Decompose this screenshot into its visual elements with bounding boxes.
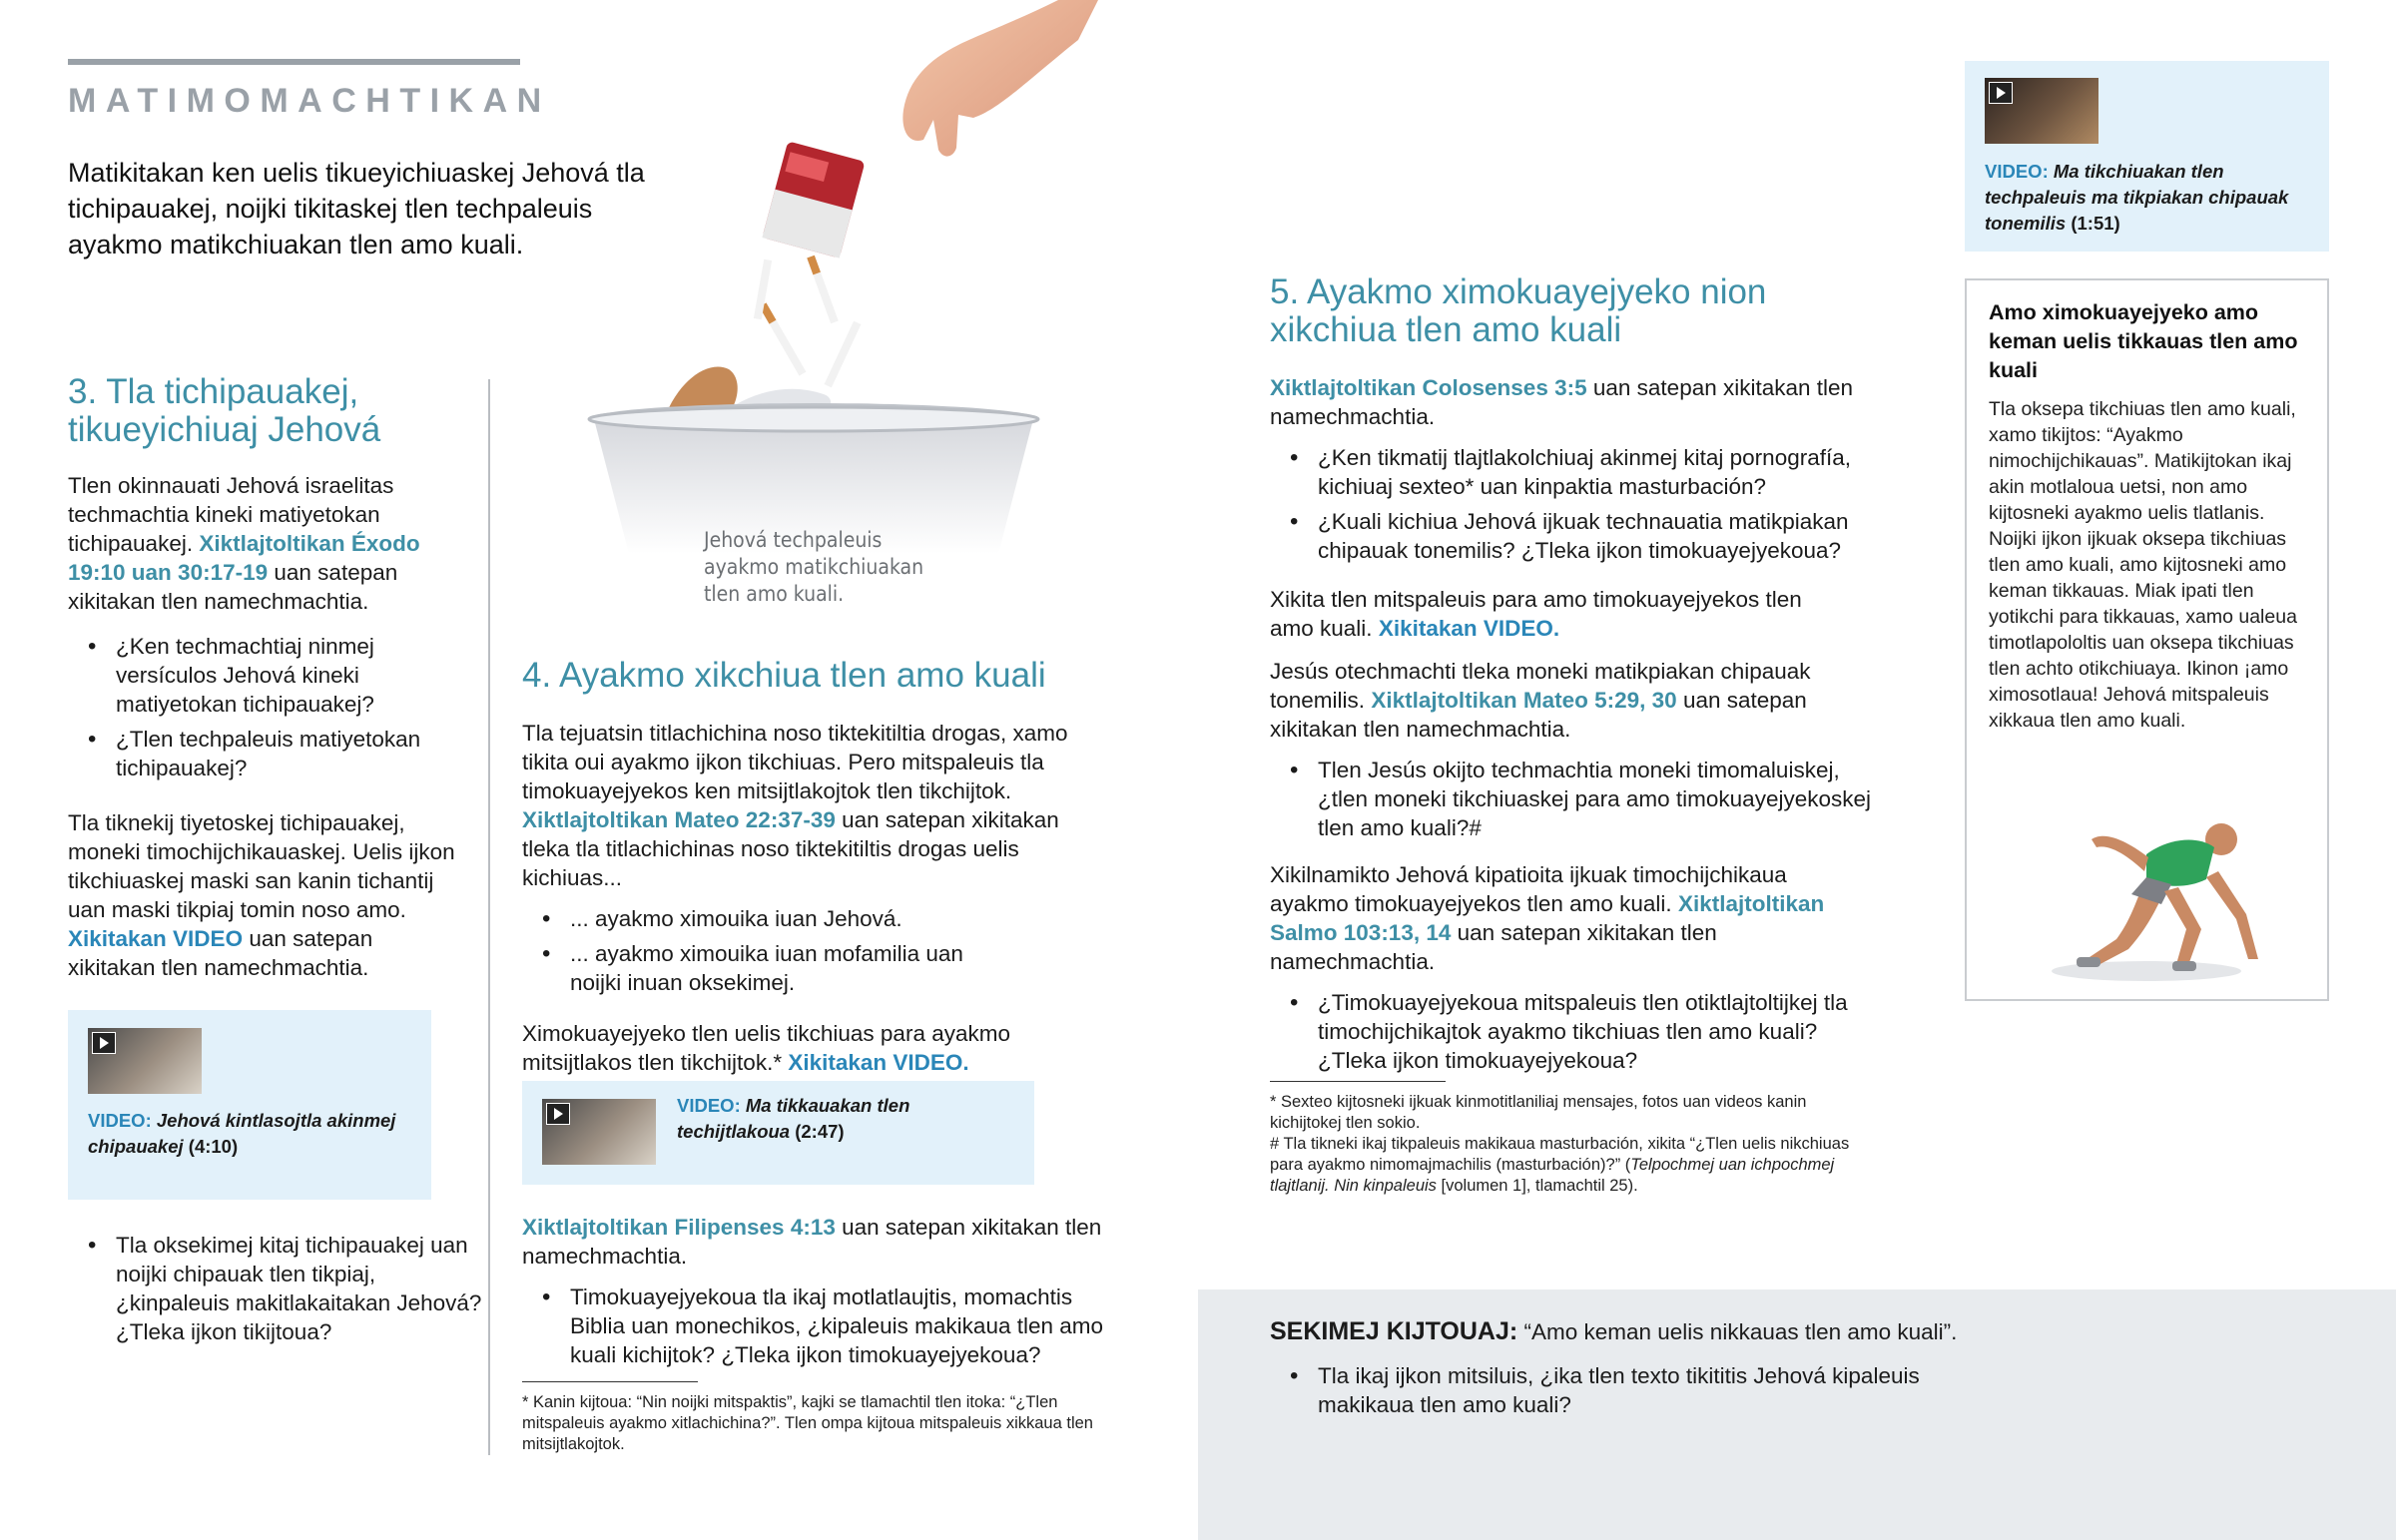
footnote-1: * Sexteo kijtosneki ijkuak kinmotitlaniliaj mensajes, fotos uan videos kanin kichijtokej tlen sokio. [1270, 1093, 1807, 1132]
section-4-paragraph-1: Tla tejuatsin titlachichina noso tiktekitiltia drogas, xamo tikita oui ayakmo ijkon tikchiuas. Pero mitspaleuis tla timokuayejyekos ken mitsijtlakojtok tlen tikchijtok. Xiktlajtoltikan Mateo 22:37-39 uan satepan xikitakan tleka tla titlachichinas noso tiktekitiltis drogas uelis kichiuas... [522, 721, 1068, 890]
list-item: • Timokuayejyekoua tla ikaj motlatlaujtis, momachtis Biblia uan monechikos, ¿kipaleuis makikaua tlen amo kuali kichijtok? ¿Tleka ijkon timokuayejyekoua? [570, 1283, 1111, 1369]
header-rule [68, 59, 520, 65]
list-item: • ¿Timokuayejyekoua mitspaleuis tlen otiktlajtoltijkej tla timochijchikajtok ayakmo tikchiuas tlen amo kuali? ¿Tleka ijkon timokuayejyekoua? [1318, 988, 1889, 1075]
column-divider [488, 379, 490, 1455]
video-link[interactable]: Xikitakan VIDEO [68, 926, 244, 951]
summary-quote: “Amo keman uelis nikkauas tlen amo kuali”. [1523, 1319, 1958, 1344]
section-4-title: 4. Ayakmo xikchiua tlen amo kuali [522, 656, 1046, 695]
scripture-link[interactable]: Xiktlajtoltikan Éxodo 19:10 uan 30:17-19 [68, 531, 420, 585]
video-caption: VIDEO: Ma tikchiuakan tlen techpaleuis ma tikpiakan chipauak tonemilis (1:51) [1985, 161, 2289, 234]
list-item: • ... ayakmo ximouika iuan Jehová. [570, 904, 1111, 933]
section-3-questions [68, 632, 462, 782]
section-4-questions-2 [522, 1283, 1111, 1369]
scripture-link[interactable]: Xiktlajtoltikan Mateo 22:37-39 [522, 807, 836, 832]
list-item: • ¿Ken tikmatij tlajtlakolchiuaj akinmej kitaj pornografía, kichiuaj sexteo* uan kinpaktia masturbación? [1318, 443, 1889, 501]
section-4-continued [522, 1213, 1111, 1455]
intro-text: Matikitakan ken uelis tikueyichiuaskej Jehová tla tichipauakej, noijki tikitaskej tlen techpaleuis ayakmo matikchiuakan tlen amo kuali. [68, 158, 645, 259]
section-4-paragraph-3: Xiktlajtoltikan Filipenses 4:13 uan satepan xikitakan tlen namechmachtia. [522, 1215, 1102, 1269]
video-caption: VIDEO: Ma tikkauakan tlen techijtlakoua (2:47) [677, 1095, 910, 1142]
sidebar-box-text: Tla oksepa tikchiuas tlen amo kuali, xamo tikijtos: “Ayakmo nimochijchikauas”. Matikijtokan ikaj akin motlaloua uetsi, non amo kijtosneki ayakmo uelis tlatlanis. Noijki ijkon ijkuak oksepa tikchiuas tlen amo kuali, amo kijtosneki amo keman tikkauas. Miak ipati tlen yotikchi para tikkauas, xamo ualeua timotlapololtis uan oksepa tikchiuas tlen achto otikchiuaya. Ikinon ¡amo ximosotlaua! Jehová mitspaleuis xikkaua tlen amo kuali. [1989, 398, 2297, 732]
scripture-link[interactable]: Xiktlajtoltikan Salmo 103:13, 14 [1270, 891, 1825, 945]
section-4-questions [522, 904, 1111, 997]
list-item: • ¿Ken techmachtiaj ninmej versículos Jehová kineki matiyetokan tichipauakej? [116, 632, 462, 719]
play-icon [1989, 82, 2013, 104]
scripture-link[interactable]: Xiktlajtoltikan Colosenses 3:5 [1270, 375, 1587, 400]
illustration [579, 0, 1098, 559]
section-5 [1270, 273, 1889, 1197]
video-link[interactable]: Xikitakan VIDEO. [1378, 616, 1560, 641]
section-5-questions-2 [1270, 756, 1889, 842]
footnote-rule [522, 1381, 698, 1382]
list-item: • ¿Tlen techpaleuis matiyetokan tichipauakej? [116, 725, 462, 782]
section-5-paragraph-2: Xikita tlen mitspaleuis para amo timokuayejyekos tlen amo kuali. Xikitakan VIDEO. [1270, 587, 1802, 641]
section-5-questions-3 [1270, 988, 1889, 1075]
trash-can-hand-icon [579, 0, 1098, 559]
section-5-paragraph-1: Xiktlajtoltikan Colosenses 3:5 uan satepan xikitakan tlen namechmachtia. [1270, 375, 1854, 429]
play-icon [92, 1032, 116, 1054]
section-5-paragraph-3: Jesús otechmachti tleka moneki matikpiakan chipauak tonemilis. Xiktlajtoltikan Mateo 5:29, 30 uan satepan xikitakan tlen namechmachtia. [1270, 659, 1811, 742]
section-3-paragraph-1: Tlen okinnauati Jehová israelitas techmachtia kineki matiyetokan tichipauakej. Xiktlajtoltikan Éxodo 19:10 uan 30:17-19 uan satepan xikitakan tlen namechmachtia. [68, 473, 420, 614]
runner-falling-icon [2037, 799, 2266, 989]
section-3-title: 3. Tla tichipauakej, tikueyichiuaj Jehová [68, 372, 381, 449]
footnote-rule [1270, 1081, 1446, 1082]
video-thumbnail[interactable] [542, 1099, 656, 1165]
sidebar-box-title: Amo ximokuayejyeko amo keman uelis tikkauas tlen amo kuali [1989, 300, 2298, 382]
video-caption: VIDEO: Jehová kintlasojtla akinmej chipauakej (4:10) [88, 1110, 396, 1157]
summary-questions [1270, 1361, 1967, 1425]
list-item: • ... ayakmo ximouika iuan mofamilia uan noijki inuan oksekimej. [570, 939, 989, 997]
play-icon [546, 1103, 570, 1125]
section-3-questions-2 [68, 1231, 485, 1352]
section-4-paragraph-2: Ximokuayejyeko tlen uelis tikchiuas para ayakmo mitsijtlakos tlen tikchijtok.* Xikitakan VIDEO. [522, 1021, 1010, 1075]
video-thumbnail[interactable] [88, 1028, 202, 1094]
section-5-questions [1270, 443, 1889, 565]
footnote-2: # Tla tikneki ikaj tikpaleuis makikaua masturbación, xikita “¿Tlen uelis nikchiuas para ayakmo nimomajmachilis (masturbación)?” (Telpochmej uan ichpochmej tlajtlanij. Nin kinpaleuis [volumen 1], tlamachtil 25). [1270, 1135, 1850, 1195]
video-card-section-3[interactable] [68, 1010, 431, 1200]
video-link[interactable]: Xikitakan VIDEO. [788, 1050, 969, 1075]
video-card-sidebar[interactable] [1965, 61, 2329, 252]
section-5-paragraph-4: Xikilnamikto Jehová kipatioita ijkuak timochijchikaua ayakmo timokuayejyekos tlen amo kuali. Xiktlajtoltikan Salmo 103:13, 14 uan satepan xikitakan tlen namechmachtia. [1270, 862, 1825, 974]
footnote: * Kanin kijtoua: “Nin noijki mitspaktis”, kajki se tlamachtil tlen itoka: “¿Tlen mitspaleuis ayakmo xitlachichina?”. Tlen ompa kijtoua mitspaleuis xikkaua tlen mitsijtlakojtok. [522, 1393, 1093, 1453]
video-thumbnail[interactable] [1985, 78, 2098, 144]
section-4 [522, 657, 1111, 1077]
scripture-link[interactable]: Xiktlajtoltikan Filipenses 4:13 [522, 1215, 836, 1240]
sidebar-box [1965, 278, 2329, 1001]
summary-box [1198, 1289, 2396, 1540]
section-3 [68, 373, 462, 982]
summary-label: SEKIMEJ KIJTOUAJ: [1270, 1317, 1518, 1345]
section-3-paragraph-2: Tla tiknekij tiyetoskej tichipauakej, moneki timochijchikauaskej. Uelis ijkon tikchiuaskej maski san kanin tichantij uan maski tikpiaj tomin noso amo. Xikitakan VIDEO uan satepan xikitakan tlen namechmachtia. [68, 810, 455, 980]
section-5-title: 5. Ayakmo ximokuayejyeko nion xikchiua tlen amo kuali [1270, 272, 1767, 349]
video-card-section-4[interactable] [522, 1081, 1034, 1185]
section-label: MATIMOMACHTIKAN [68, 82, 551, 120]
summary-heading [1270, 1317, 1957, 1346]
list-item: • ¿Kuali kichiua Jehová ijkuak technauatia matikpiakan chipauak tonemilis? ¿Tleka ijkon timokuayejyekoua? [1318, 507, 1889, 565]
illustration-caption: Jehová techpaleuis ayakmo matikchiuakan tlen amo kuali. [704, 528, 924, 606]
list-item: • Tla ikaj ijkon mitsiluis, ¿ika tlen texto tikititis Jehová kipaleuis makikaua tlen amo kuali? [1318, 1361, 1967, 1419]
list-item: • Tlen Jesús okijto techmachtia moneki timomaluiskej, ¿tlen moneki tikchiuaskej para amo timokuayejyekoskej tlen amo kuali?# [1318, 756, 1889, 842]
scripture-link[interactable]: Xiktlajtoltikan Mateo 5:29, 30 [1371, 688, 1677, 713]
list-item: • Tla oksekimej kitaj tichipauakej uan noijki chipauak tlen tikpiaj, ¿kinpaleuis makitlakaitakan Jehová? ¿Tleka ijkon tikijtoua? [116, 1231, 485, 1346]
